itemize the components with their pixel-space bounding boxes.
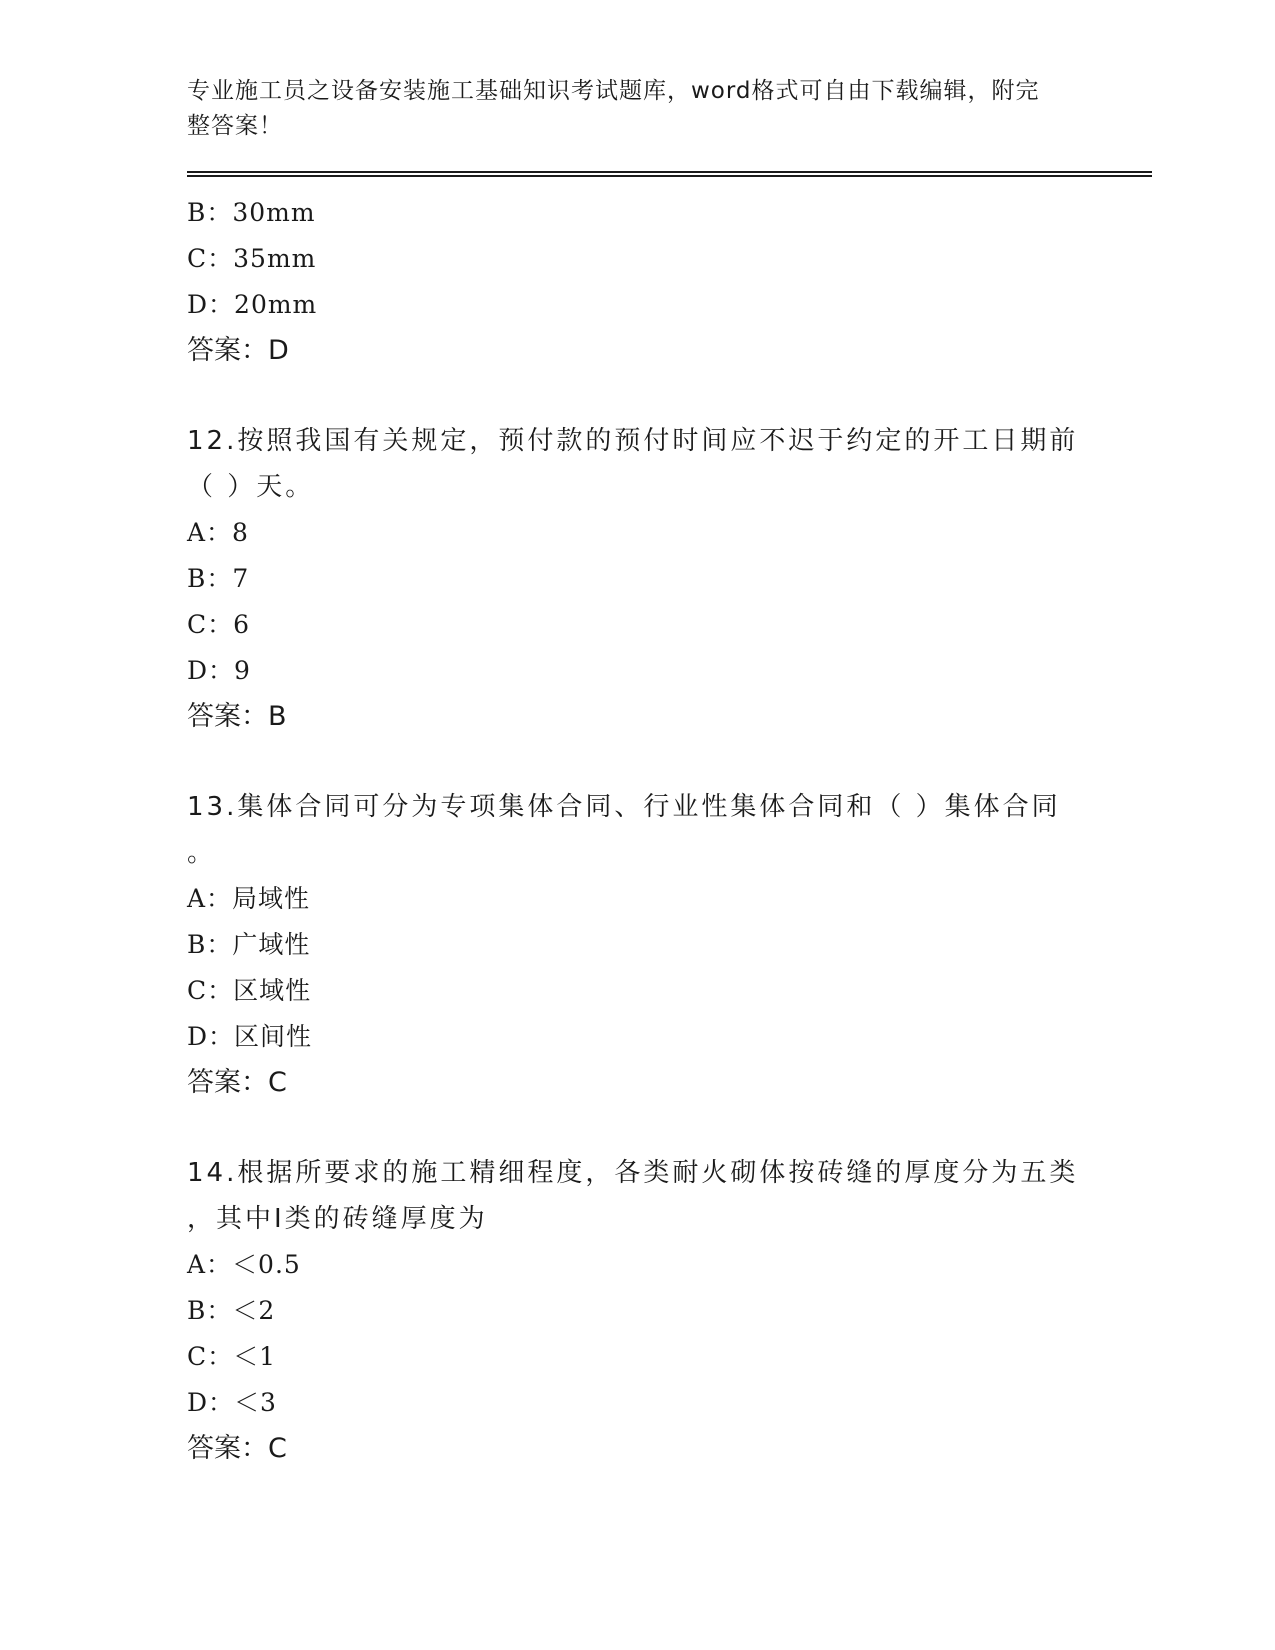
option-a: A：8 bbox=[187, 518, 249, 547]
header-divider-top bbox=[187, 171, 1152, 173]
option-b: B：广域性 bbox=[187, 930, 311, 959]
option-d: D：9 bbox=[187, 656, 251, 685]
question-text-line-2: （ ）天。 bbox=[187, 472, 315, 502]
option-c: C：6 bbox=[187, 610, 251, 639]
option-b: B：7 bbox=[187, 564, 250, 593]
question-text-line-2: ，其中Ⅰ类的砖缝厚度为 bbox=[187, 1204, 488, 1234]
option-c: C：区域性 bbox=[187, 976, 312, 1005]
question-13 bbox=[187, 784, 1087, 1106]
header-divider-bottom bbox=[187, 175, 1152, 177]
document-header bbox=[187, 74, 1067, 144]
header-line-2: 整答案！ bbox=[187, 113, 283, 139]
header-line-1: 专业施工员之设备安装施工基础知识考试题库，word格式可自由下载编辑，附完 bbox=[187, 78, 1040, 104]
option-c: C：35mm bbox=[187, 244, 317, 273]
question-text-line-2: 。 bbox=[187, 838, 217, 868]
question-11 bbox=[187, 190, 1087, 374]
option-a: A：局域性 bbox=[187, 884, 311, 913]
option-c: C：＜1 bbox=[187, 1342, 277, 1371]
option-d: D：区间性 bbox=[187, 1022, 313, 1051]
question-list bbox=[187, 190, 1087, 1472]
answer: 答案：C bbox=[187, 1433, 287, 1464]
question-text-line-1: 14.根据所要求的施工精细程度，各类耐火砌体按砖缝的厚度分为五类 bbox=[187, 1158, 1079, 1188]
answer: 答案：C bbox=[187, 1067, 287, 1098]
answer: 答案：B bbox=[187, 701, 287, 732]
option-b: B：＜2 bbox=[187, 1296, 276, 1325]
option-b: B：30mm bbox=[187, 198, 316, 227]
option-d: D：＜3 bbox=[187, 1388, 277, 1417]
option-d: D：20mm bbox=[187, 290, 318, 319]
question-text-line-1: 12.按照我国有关规定，预付款的预付时间应不迟于约定的开工日期前 bbox=[187, 426, 1079, 456]
question-text-line-1: 13.集体合同可分为专项集体合同、行业性集体合同和（ ）集体合同 bbox=[187, 792, 1061, 822]
answer: 答案：D bbox=[187, 335, 289, 366]
question-14 bbox=[187, 1150, 1087, 1472]
option-a: A：＜0.5 bbox=[187, 1250, 301, 1279]
question-12 bbox=[187, 418, 1087, 740]
